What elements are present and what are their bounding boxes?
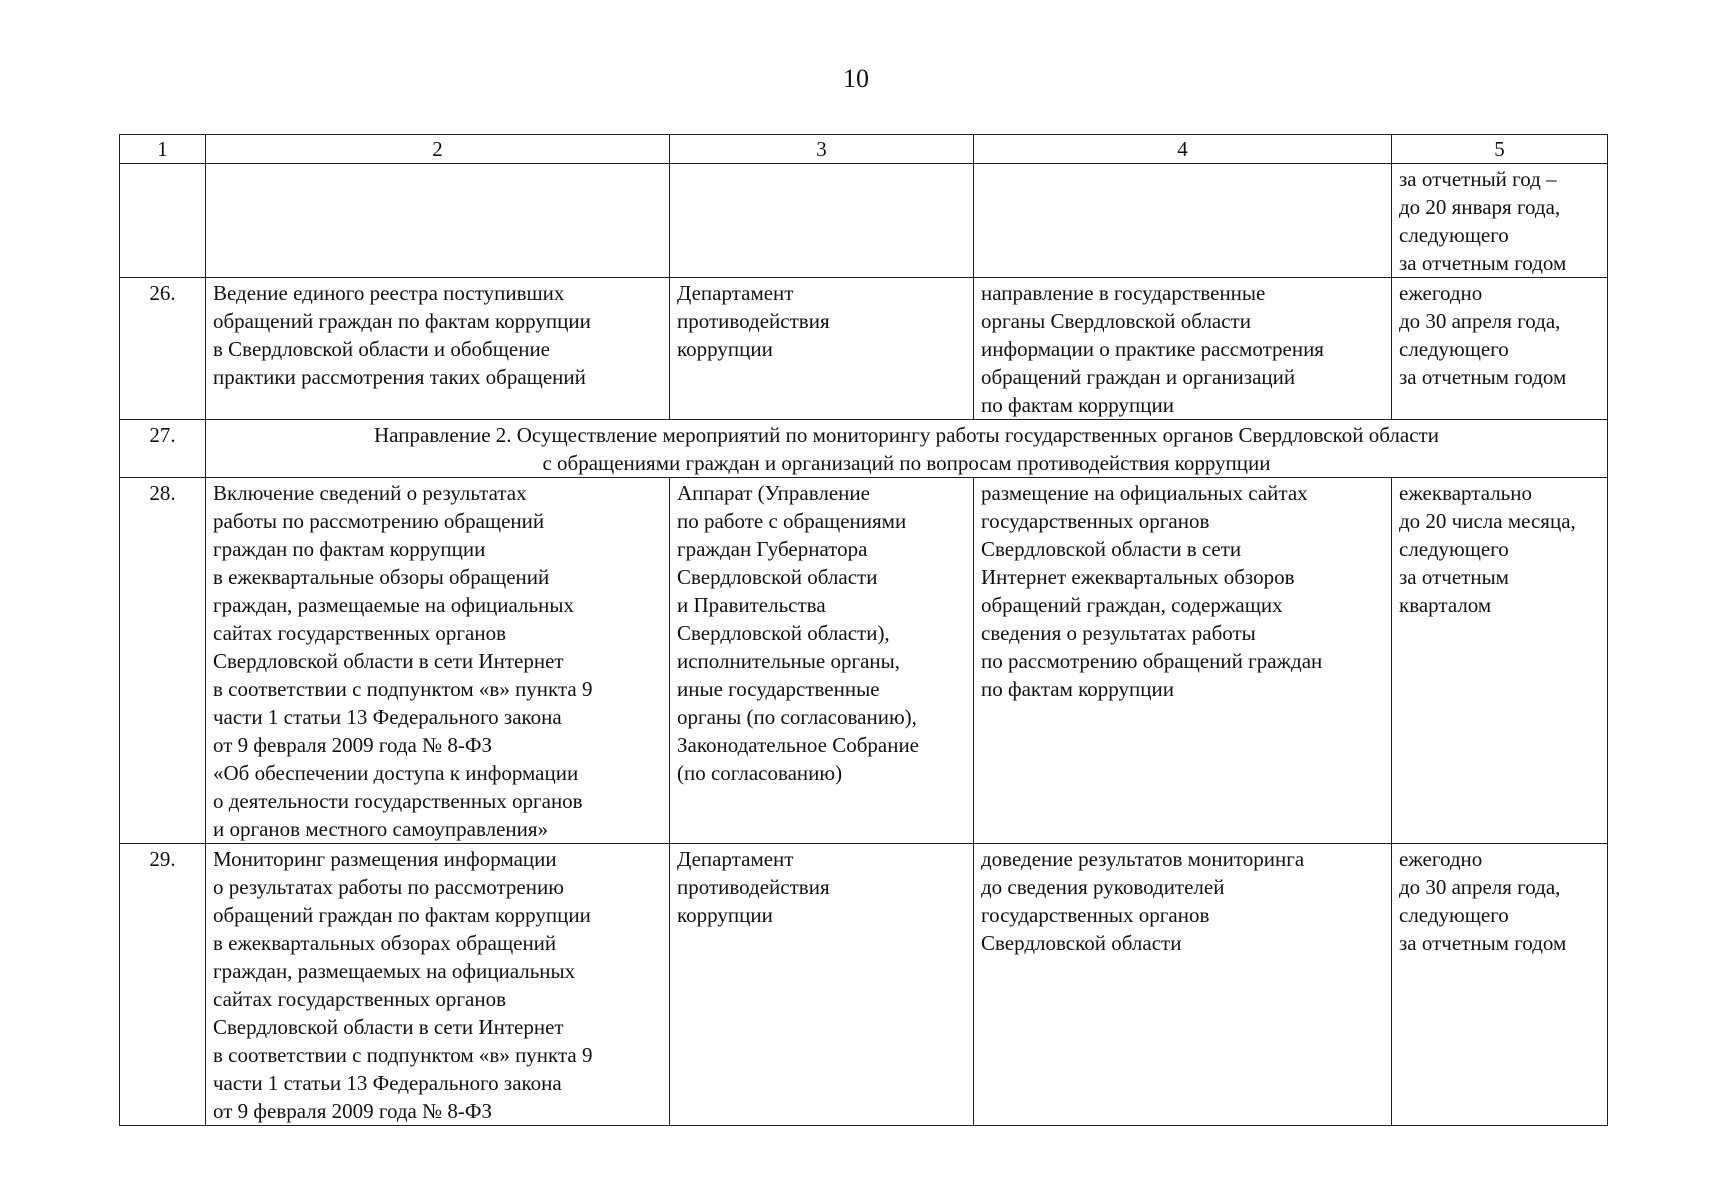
result-line: Свердловской области [981,931,1182,955]
deadline-line: за отчетным [1399,565,1509,589]
deadline-cell [1392,478,1608,844]
section-heading [206,420,1608,478]
measure-line: части 1 статьи 13 Федерального закона [213,1071,562,1095]
measure-line: о результатах работы по рассмотрению [213,875,564,899]
column-number-row [120,135,1608,164]
deadline-line: за отчетным годом [1399,251,1567,275]
carryover-executor-cell [670,164,974,278]
executor-line: Аппарат (Управление [677,481,870,505]
carryover-row [120,164,1608,278]
executor-cell [670,478,974,844]
section-heading-line: с обращениями граждан и организаций по вопросам противодействия коррупции [542,451,1271,475]
measure-line: и органов местного самоуправления» [213,817,549,841]
executor-line: Департамент [677,847,794,871]
result-line: по фактам коррупции [981,677,1174,701]
result-line: обращений граждан, содержащих [981,593,1283,617]
row-number: 26. [120,278,206,420]
result-line: размещение на официальных сайтах [981,481,1308,505]
executor-line: граждан Губернатора [677,537,868,561]
measure-line: в ежеквартальных обзорах обращений [213,931,557,955]
result-line: информации о практике рассмотрения [981,337,1324,361]
measure-line: сайтах государственных органов [213,987,507,1011]
executor-line: органы (по согласованию), [677,705,917,729]
deadline-line: до 20 числа месяца, [1399,509,1576,533]
executor-line: коррупции [677,903,773,927]
deadline-line: ежеквартально [1399,481,1532,505]
executor-line: противодействия [677,309,830,333]
measure-line: граждан, размещаемых на официальных [213,959,576,983]
measure-line: граждан по фактам коррупции [213,537,486,561]
deadline-line: за отчетный год – [1399,167,1557,191]
deadline-line: следующего [1399,537,1509,561]
column-header-5: 5 [1392,135,1608,164]
measure-line: в соответствии с подпунктом «в» пункта 9 [213,677,593,701]
row-number: 28. [120,478,206,844]
row-number: 29. [120,844,206,1126]
carryover-result-cell [974,164,1392,278]
table-row-26 [120,278,1608,420]
deadline-line: кварталом [1399,593,1492,617]
deadline-cell [1392,844,1608,1126]
deadline-line: за отчетным годом [1399,365,1567,389]
measure-line: о деятельности государственных органов [213,789,583,813]
result-line: сведения о результатах работы [981,621,1256,645]
result-cell [974,278,1392,420]
carryover-num-cell [120,164,206,278]
measures-table [119,134,1608,1126]
deadline-line: ежегодно [1399,281,1483,305]
carryover-deadline-cell [1392,164,1608,278]
column-header-2: 2 [206,135,670,164]
result-line: направление в государственные [981,281,1266,305]
measure-line: граждан, размещаемые на официальных [213,593,574,617]
deadline-line: следующего [1399,903,1509,927]
column-header-1: 1 [120,135,206,164]
carryover-measure-cell [206,164,670,278]
row-number: 27. [120,420,206,478]
executor-cell [670,278,974,420]
measure-line: в соответствии с подпунктом «в» пункта 9 [213,1043,593,1067]
measure-line: от 9 февраля 2009 года № 8-ФЗ [213,1099,493,1123]
measure-cell [206,278,670,420]
measure-line: Ведение единого реестра поступивших [213,281,565,305]
measure-cell [206,478,670,844]
result-line: по рассмотрению обращений граждан [981,649,1323,673]
table-row-28 [120,478,1608,844]
result-line: Интернет ежеквартальных обзоров [981,565,1295,589]
page-number: 10 [843,64,869,93]
executor-line: Департамент [677,281,794,305]
column-header-3: 3 [670,135,974,164]
measure-line: Свердловской области в сети Интернет [213,649,564,673]
section-row-27 [120,420,1608,478]
result-cell [974,844,1392,1126]
executor-line: Свердловской области [677,565,878,589]
result-line: государственных органов [981,509,1210,533]
executor-line: и Правительства [677,593,826,617]
result-line: до сведения руководителей [981,875,1225,899]
result-line: государственных органов [981,903,1210,927]
table-row-29 [120,844,1608,1126]
measure-line: «Об обеспечении доступа к информации [213,761,579,785]
measure-line: от 9 февраля 2009 года № 8-ФЗ [213,733,493,757]
executor-line: исполнительные органы, [677,649,900,673]
measure-line: обращений граждан по фактам коррупции [213,903,591,927]
measure-line: сайтах государственных органов [213,621,507,645]
deadline-line: следующего [1399,337,1509,361]
measure-cell [206,844,670,1126]
deadline-line: ежегодно [1399,847,1483,871]
measure-line: Свердловской области в сети Интернет [213,1015,564,1039]
result-line: обращений граждан и организаций [981,365,1296,389]
measure-line: обращений граждан по фактам коррупции [213,309,591,333]
measure-line: части 1 статьи 13 Федерального закона [213,705,562,729]
measure-line: в Свердловской области и обобщение [213,337,551,361]
deadline-cell [1392,278,1608,420]
executor-line: по работе с обращениями [677,509,907,533]
measure-line: Включение сведений о результатах [213,481,527,505]
executor-line: Законодательное Собрание [677,733,920,757]
deadline-line: за отчетным годом [1399,931,1567,955]
executor-cell [670,844,974,1126]
result-line: доведение результатов мониторинга [981,847,1305,871]
result-cell [974,478,1392,844]
executor-line: коррупции [677,337,773,361]
executor-line: (по согласованию) [677,761,843,785]
deadline-line: до 20 января года, [1399,195,1561,219]
section-heading-line: Направление 2. Осуществление мероприятий по мониторингу работы государственных органов Свердловской области [374,423,1439,447]
deadline-line: следующего [1399,223,1509,247]
executor-line: противодействия [677,875,830,899]
measure-line: Мониторинг размещения информации [213,847,557,871]
result-line: по фактам коррупции [981,393,1174,417]
deadline-line: до 30 апреля года, [1399,875,1561,899]
measure-line: практики рассмотрения таких обращений [213,365,586,389]
result-line: Свердловской области в сети [981,537,1242,561]
deadline-line: до 30 апреля года, [1399,309,1561,333]
column-header-4: 4 [974,135,1392,164]
measure-line: в ежеквартальные обзоры обращений [213,565,550,589]
executor-line: Свердловской области), [677,621,890,645]
result-line: органы Свердловской области [981,309,1251,333]
executor-line: иные государственные [677,677,880,701]
measure-line: работы по рассмотрению обращений [213,509,545,533]
